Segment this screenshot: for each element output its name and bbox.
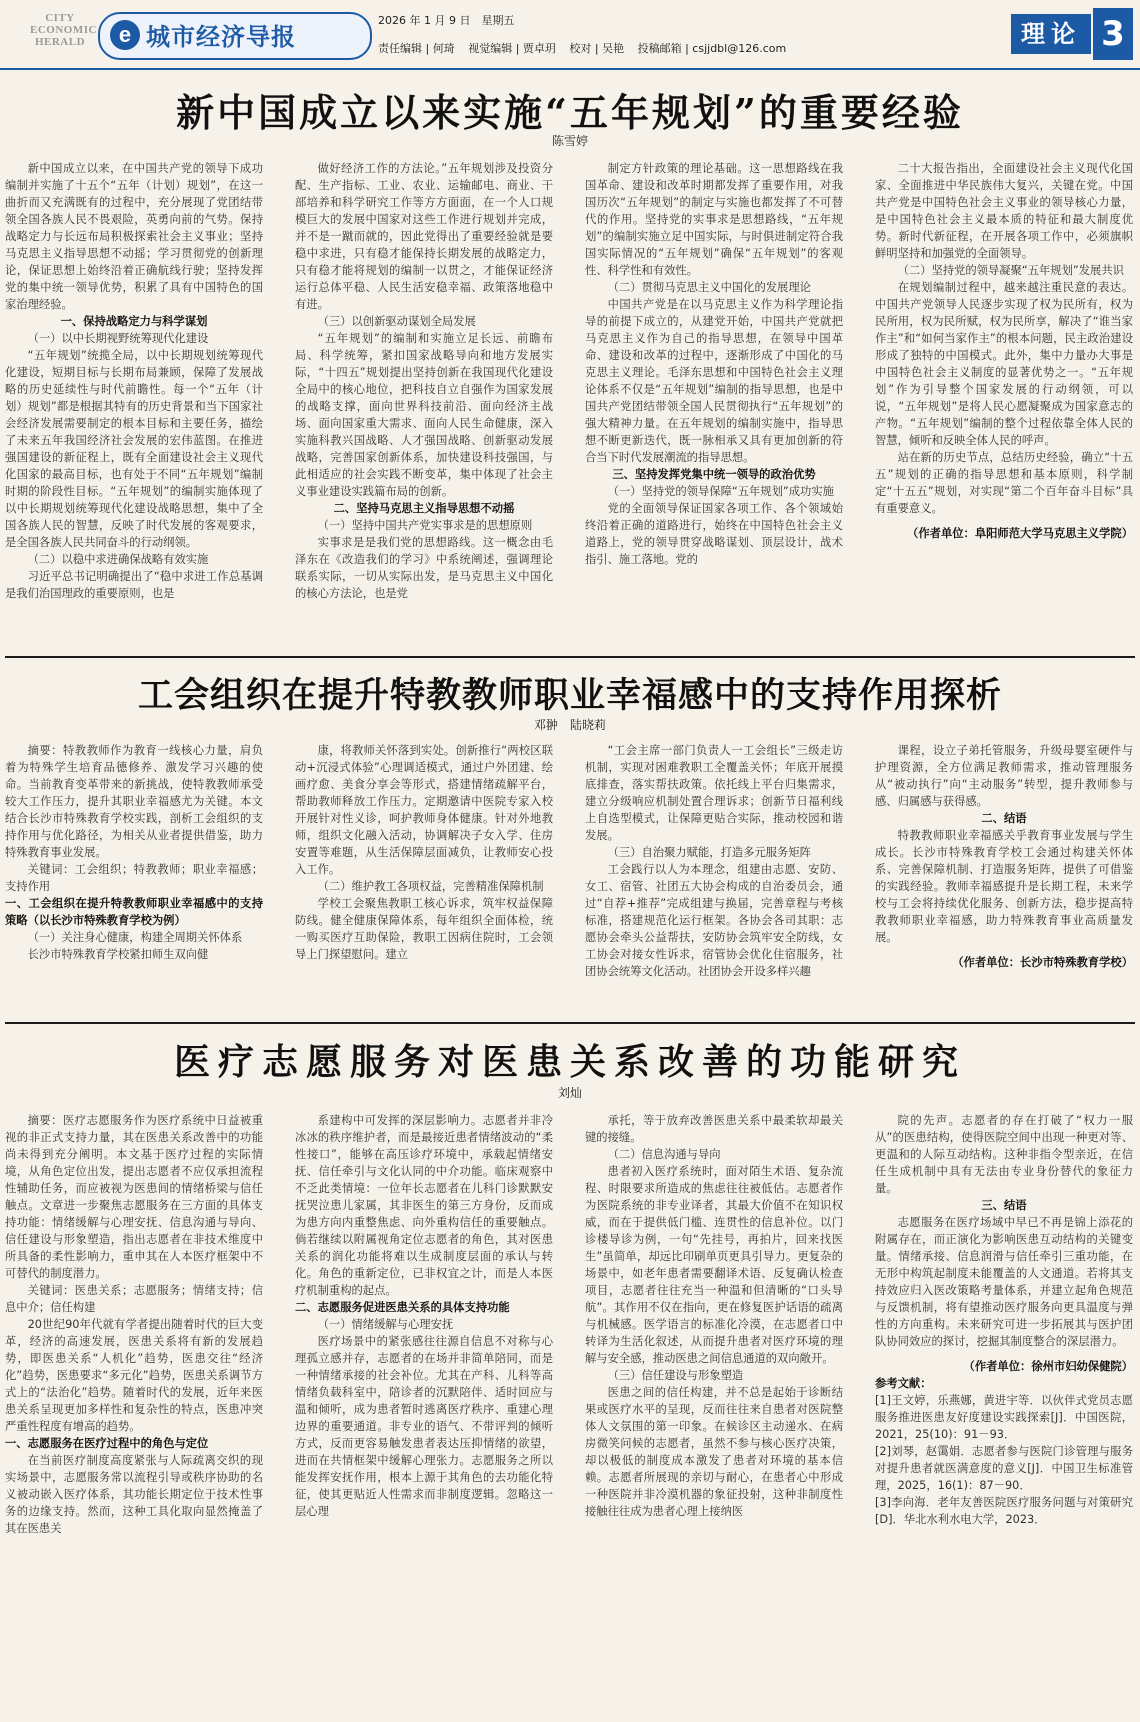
section-heading: 二、志愿服务促进医患关系的具体支持功能 [295,1301,510,1314]
masthead [0,0,1140,70]
reference-item: [2]刘琴，赵霭娟．志愿者参与医院门诊管理与服务对提升患者就医满意度的意义[J]．中国卫生标准管理，2025，16(1)：87－90． [875,1445,1133,1492]
paragraph: 工会践行以人为本理念，组建由志愿、安防、女工、宿管、社团五大协会构成的自治委员会，通过“自荐+推荐”完成组建与换届，完善章程与考核标准，搭建规范化运行框架。各协会各司其职：志愿协会牵头公益帮扶，安防协会筑牢安全防线，女工协会对接女性诉求，宿管协会优化住宿服务，社团协会统筹文化活动。社团协会开设多样兴趣 [585,863,843,978]
paragraph: 制定方针政策的理论基础。这一思想路线在我国革命、建设和改革时期都发挥了重要作用，对我国历次“五年规划”的制定与实施也都发挥了不可替代的作用。坚持党的实事求是思想路线，“五年规划”的编制实施立足中国实际，与时俱进制定符合我国实际情况的“五年规划”确保“五年规划”的客观性、科学性和有效性。 [585,162,843,277]
article-column [5,1112,263,1720]
paragraph: 在规划编制过程中，越来越注重民意的表达。中国共产党领导人民逐步实现了权为民所有，权为民所用，权为民所赋，权为民所享，解决了“谁当家作主”和“如何当家作主”的根本问题，民主政治建设形成了独特的中国模式。此外，集中力量办大事是中国特色社会主义制度的显著优势之一。“五年规划”作为引导整个国家发展的行动纲领，可以说，“五年规划”是将人民心愿凝聚成为国家意志的产物。“五年规划”编制的整个过程依靠全体人民的智慧，倾听和反映全体人民的呼声。 [875,281,1133,447]
section-label: 理论 [1011,14,1091,54]
subsection-heading: （三）以创新驱动谋划全局发展 [317,315,476,328]
reference-item: [1]王文婷，乐燕娜，黄进宇等．以伙伴式党员志愿服务推进医患友好度建设实践探索[J]．中国医院，2021，25(10)：91－93． [875,1394,1133,1441]
paragraph: 长沙市特殊教育学校紧扣师生双向健 [27,948,209,961]
subsection-heading: （一）关注身心健康，构建全周期关怀体系 [27,931,243,944]
subsection-heading: （二）坚持党的领导凝聚“五年规划”发展共识 [897,264,1124,277]
article-column [585,1112,843,1720]
section-heading: 一、工会组织在提升特教教师职业幸福感中的支持策略（以长沙市特殊教育学校为例） [5,897,263,927]
paragraph: 习近平总书记明确提出了“稳中求进工作总基调是我们治国理政的重要原则，也是 [5,570,263,600]
article-column [5,742,263,1014]
subsection-heading: （一）坚持党的领导保障“五年规划”成功实施 [607,485,834,498]
paragraph: 承托，等于放弃改善医患关系中最柔软却最关键的接缝。 [585,1114,843,1144]
article-author: 刘灿 [557,1086,582,1100]
paragraph: 党的全面领导保证国家各项工作、各个领域始终沿着正确的道路进行，始终在中国特色社会主义道路上，党的领导贯穿战略谋划、顶层设计，战术指引、施工落地。党的 [585,502,843,566]
paragraph: 摘要：医疗志愿服务作为医疗系统中日益被重视的非正式支持力量，其在医患关系改善中的功能尚未得到充分阐明。本文基于医疗过程的实际情境，从角色定位出发，提出志愿者不应仅承担流程性辅助任务，而应被视为医患间的情绪桥梁与信任触点。文章进一步聚焦志愿服务在三方面的具体支持功能：情绪缓解与心理安抚、信息沟通与导向、信任建设与形象塑造，指出志愿者在非技术维度中所具备的柔性影响力，重申其在人本医疗框架中不可替代的制度潜力。 [5,1114,263,1280]
paragraph: 学校工会聚焦教职工核心诉求，筑牢权益保障防线。健全健康保障体系，每年组织全面体检，统一购买医疗互助保险，教职工因病住院时，工会领导上门探望慰问。建立 [295,897,553,961]
paragraph: 在当前医疗制度高度紧张与人际疏离交织的现实场景中，志愿服务常以流程引导或秩序协助的名义被动嵌入医疗体系，其功能长期定位于技术性事务的边缘支持。然而，这种工具化取向显然掩盖了其在医患关 [5,1454,263,1535]
article-column [295,742,553,1014]
article-column [875,742,1133,1014]
paragraph: 特教教师职业幸福感关乎教育事业发展与学生成长。长沙市特殊教育学校工会通过构建关怀体系、完善保障机制、打造服务矩阵，提供了可借鉴的实践经验。教师幸福感提升是长期工程，未来学校与工会将持续优化服务、创新方法，稳步提高特教教师职业幸福感，助力特殊教育事业高质量发展。 [875,829,1133,944]
author-affiliation: （作者单位：阜阳师范大学马克思主义学院） [907,527,1133,540]
newspaper-name: 城市经济导报 [146,23,296,51]
paragraph: 关键词：工会组织；特教教师；职业幸福感；支持作用 [5,863,263,893]
article-title: 工会组织在提升特教教师职业幸福感中的支持作用探析 [137,675,1002,716]
subsection-heading: （三）信任建设与形象塑造 [607,1369,744,1382]
paragraph: “工会主席一部门负责人一工会组长”三级走访机制，实现对困难教职工全覆盖关怀；年底开展摸底排查，落实帮扶政策。依托线上平台归集需求，建立分级响应机制处置合理诉求；创新节日福利线上自选型模式，让保障更贴合实际，推动校园和谐发展。 [585,744,843,842]
page-number: 3 [1093,8,1133,60]
paragraph: 志愿服务在医疗场域中早已不再是锦上添花的附属存在，而正演化为影响医患互动结构的关键变量。情绪承接、信息润滑与信任牵引三重功能，在无形中构筑起制度未能覆盖的人文通道。若将其支持效应归入医改策略考量体系，并建立起角色规范与反馈机制，将有望推动医疗服务向更具温度与弹性的方向重构。未来研究可进一步拓展其与医护团队协同效应的探讨，挖掘其制度整合的深层潜力。 [875,1216,1133,1348]
article-column [5,160,263,648]
article-column [295,160,553,648]
credit-proofreader: 校对 | 吴艳 [569,42,625,55]
subsection-heading: （三）自治聚力赋能，打造多元服务矩阵 [607,846,811,859]
paragraph: 摘要：特教教师作为教育一线核心力量，肩负着为特殊学生培育品德修养、激发学习兴趣的使命。当前教育变革带来的新挑战，使特教教师承受较大工作压力，提升其职业幸福感尤为关键。本文结合长沙市特殊教育学校实践，剖析工会组织的支持作用与优化路径，为相关从业者提供借鉴，助力特殊教育事业发展。 [5,744,263,859]
section-heading: 二、结语 [981,812,1027,825]
paragraph: 康，将教师关怀落到实处。创新推行“两校区联动+沉浸式体验”心理调适模式，通过户外团建、绘画疗愈、美食分享会等形式，搭建情绪疏解平台，帮助教师释放工作压力。定期邀请中医院专家入校开展针对性义诊，呵护教师身体健康。针对外地教师，组织文化融入活动，协调解决子女入学、住房安置等难题，从生活保障层面减负，让教师安心投入工作。 [295,744,553,876]
reference-item: [3]李向海．老年友善医院医疗服务问题与对策研究[D]．华北水利水电大学，2023． [875,1496,1133,1526]
article-column [295,1112,553,1720]
paragraph: 课程，设立子弟托管服务，升级母婴室硬件与护理资源，全方位满足教师需求，推动管理服务从“被动执行”向“主动服务”转型，提升教师参与感、归属感与获得感。 [875,744,1133,808]
subsection-heading: （二）维护教工各项权益，完善精准保障机制 [317,880,544,893]
article-title: 新中国成立以来实施“五年规划”的重要经验 [176,90,964,135]
issue-date: 2026 年 1 月 9 日 星期五 [378,14,515,27]
section-heading: 一、志愿服务在医疗过程中的角色与定位 [5,1437,209,1450]
article-body [5,160,1135,648]
logo-emblem-icon: e [110,20,140,50]
paragraph: 患者初入医疗系统时，面对陌生术语、复杂流程、时限要求所造成的焦虑往往被低估。志愿者作为医院系统的非专业译者，其最大价值不在知识权威，而在于提供低门槛、连贯性的信息补位。以门诊楼导诊为例，一句“先挂号，再拍片，回来找医生”虽简单，却远比印刷单页更具引导力。更复杂的场景中，如老年患者需要翻译术语、反复确认检查项目，志愿者往往充当一种温和但清晰的“口头导航”。其作用不仅在指向，更在修复医护话语的疏离与机械感。医学语言的标准化冷漠，在志愿者口中转译为生活化叙述，从而提升患者对医疗环境的理解与安全感，推动医患之间信息通道的双向敞开。 [585,1165,843,1365]
paragraph: 医疗场景中的紧张感往往源自信息不对称与心理孤立感并存，志愿者的在场并非简单陪同，而是一种情绪承接的社会补位。尤其在产科、儿科等高情绪负载科室中，陪诊者的沉默陪伴、适时回应与温和倾听，成为患者暂时逃离医疗秩序、重建心理边界的重要通道。非专业的语气、不带评判的倾听方式，反而更容易触发患者表达压抑情绪的欲望，进而在共情框架中缓解心理张力。志愿服务之所以能发挥安抚作用，根本上源于其角色的去功能化特征，使其更贴近人性需求而非制度逻辑。忽略这一层心理 [295,1335,553,1518]
article-column [875,1112,1133,1720]
masthead-divider [0,68,1140,70]
article-title: 医疗志愿服务对医患关系改善的功能研究 [173,1041,966,1083]
article-author: 陈雪婷 [551,134,588,148]
subsection-heading: （二）贯彻马克思主义中国化的发展理论 [607,281,811,294]
paragraph: 医患之间的信任构建，并不总是起始于诊断结果或医疗水平的呈现，反而往往来自患者对医院整体人文氛围的第一印象。在候诊区主动递水、在病房微笑问候的志愿者，虽然不参与核心医疗决策，却以极低的制度成本激发了患者对环境的基本信赖。志愿者所展现的亲切与耐心，在患者心中形成一种医院并非冷漠机器的象征投射，这种非制度性接触往往成为患者心理上接纳医 [585,1386,843,1518]
article-author: 邓翀 陆晓莉 [533,718,606,732]
section-heading: 三、结语 [981,1199,1027,1212]
paragraph: 中国共产党是在以马克思主义作为科学理论指导的前提下成立的，从建党开始，中国共产党就把马克思主义作为自己的指导思想，在领导中国革命、建设和改革的过程中，逐渐形成了中国化的马克思主义理论。毛泽东思想和中国特色社会主义理论体系不仅是“五年规划”编制的指导思想，也是中国共产党团结带领全国人民贯彻执行“五年规划”的强大精神力量。在五年规划的编制实施中，指导思想不断更新迭代，既一脉相承又具有更加创新的符合当下时代发展潮流的指导思想。 [585,298,843,464]
paragraph: 站在新的历史节点，总结历史经验，确立“十五五”规划的正确的指导思想和基本原则，科学制定“十五五”规划，对实现“第二个百年奋斗目标”具有重要意义。 [875,451,1133,515]
paragraph: 关键词：医患关系；志愿服务；情绪支持；信息中介；信任构建 [5,1284,263,1314]
section-heading: 二、坚持马克思主义指导思想不动摇 [333,502,515,515]
section-heading: 一、保持战略定力与科学谋划 [60,315,208,328]
author-affiliation: （作者单位：徐州市妇幼保健院） [963,1360,1133,1373]
credit-responsible-editor: 责任编辑 | 何琦 [378,42,455,55]
article-column [875,160,1133,648]
section-heading: 参考文献： [875,1377,932,1390]
editor-credits [378,40,796,56]
subsection-heading: （二）以稳中求进确保战略有效实施 [27,553,209,566]
paragraph: “五年规划”统揽全局，以中长期规划统筹现代化建设，短期目标与长期布局兼顾，保障了发展战略的历史延续性与时代前瞻性。每一个“五年（计划）规划”都是根据其特有的历史背景和当下国家社会经济发展需要制定的根本目标和主要任务，描绘了未来五年我国经济社会发展的宏伟蓝图。在推进强国建设的新征程上，既有全面建设社会主义现代化国家的最高目标，也有处于不同“五年规划”编制时期的阶段性目标。“五年规划”的编制实施体现了以中长期规划统筹现代化建设战略思想，集中了全国各族人民的智慧，反映了时代发展的客观要求，是全国各族人民共同奋斗的行动纲领。 [5,349,263,549]
masthead-english-name: CITY ECONOMIC HERALD [30,12,97,48]
credit-visual-editor: 视觉编辑 | 贾卓玥 [468,42,556,55]
paragraph: 20世纪90年代就有学者提出随着时代的巨大变革，经济的高速发展，医患关系将有新的发展趋势，即医患关系“人机化”趋势，医患交往“经济化”趋势，医患要求“多元化”趋势，医患关系调节方式上的“法治化”趋势。随着时代的发展，近年来医患关系呈现更加多样性和复杂性的特点，医患冲突严重性程度有增高的趋势。 [5,1318,263,1433]
article-divider [5,656,1135,658]
article-divider [5,1022,1135,1024]
subsection-heading: （二）信息沟通与导向 [607,1148,721,1161]
article-column [585,160,843,648]
paragraph: 二十大报告指出，全面建设社会主义现代化国家、全面推进中华民族伟大复兴，关键在党。中国共产党是中国特色社会主义事业的领导核心力量，是中国特色社会主义最本质的特征和最大制度优势。新时代新征程，在开展各项工作中，必须旗帜鲜明坚持和加强党的全面领导。 [875,162,1133,260]
credit-submission-email: 投稿邮箱 | csjjdbl@126.com [637,42,787,55]
subsection-heading: （一）坚持中国共产党实事求是的思想原则 [317,519,533,532]
section-heading: 三、坚持发挥党集中统一领导的政治优势 [612,468,816,481]
article-body [5,1112,1135,1720]
article-column [585,742,843,1014]
paragraph: “五年规划”的编制和实施立足长远、前瞻布局、科学统筹，紧扣国家战略导向和地方发展实际，“十四五”规划提出坚持创新在我国现代化建设全局中的核心地位，把科技自立自强作为国家发展的战略支撑，面向世界科技前沿、面向经济主战场、面向国家重大需求、面向人民生命健康，深入实施科教兴国战略、人才强国战略、创新驱动发展战略，完善国家创新体系，加快建设科技强国，与此相适应的社会实践不断变革，集中体现了社会主义事业建设实践篇布局的创新。 [295,332,553,498]
article-body [5,742,1135,1014]
paragraph: 院的先声。志愿者的存在打破了“权力一服从”的医患结构，使得医院空间中出现一种更对等、更温和的人际互动结构。这种非指令型亲近，在信任生成机制中具有无法由专业身份替代的象征力量。 [875,1114,1133,1195]
paragraph: 做好经济工作的方法论。”五年规划涉及投资分配、生产指标、工业、农业、运输邮电、商业、干部培养和科学研究工作等方方面面，在一个人口规模巨大的发展中国家对这些工作进行规划并完成，并不是一蹴而就的，因此党得出了重要经验就是要稳中求进，只有稳才能保持长期发展的战略定力，只有稳才能将规划的编制一以贯之，才能保证经济运行总体平稳、人民生活安稳幸福、政策落地稳中有进。 [295,162,553,311]
paragraph: 实事求是是我们党的思想路线。这一概念由毛泽东在《改造我们的学习》中系统阐述，强调理论联系实际，一切从实际出发，是马克思主义中国化的核心方法论，也是党 [295,536,553,600]
subsection-heading: （一）情绪缓解与心理安抚 [317,1318,454,1331]
subsection-heading: （一）以中长期视野统筹现代化建设 [27,332,209,345]
author-affiliation: （作者单位：长沙市特殊教育学校） [952,956,1133,969]
paragraph: 新中国成立以来，在中国共产党的领导下成功编制并实施了十五个“五年（计划）规划”，在这一曲折而又充满既有的过程中，充分展现了党团结带领全国各族人民不畏艰险，英勇向前的气势。保持战略定力与长远布局积极探索社会主义事业；坚持马克思主义指导思想不动摇；学习贯彻党的创新理论，保证思想上始终沿着正确航线行驶；坚持发挥党的集中统一领导优势，积累了具有中国特色的国家治理经验。 [5,162,263,311]
paragraph: 系建构中可发挥的深层影响力。志愿者并非冷冰冰的秩序维护者，而是最接近患者情绪波动的“柔性接口”，能够在高压诊疗环境中，承载起情绪安抚、信任牵引与文化认同的中介功能。临床观察中不乏此类情境：一位年长志愿者在儿科门诊默默安抚哭泣患儿家属，其非医生的第三方身份，反而成为患方向内重整焦虑、向外重构信任的重要触点。倘若继续以附属视角定位志愿者的角色，其对医患关系的润化功能将难以生成制度层面的承认与转化。角色的重新定位，已非权宜之计，而是人本医疗机制重构的起点。 [295,1114,553,1297]
